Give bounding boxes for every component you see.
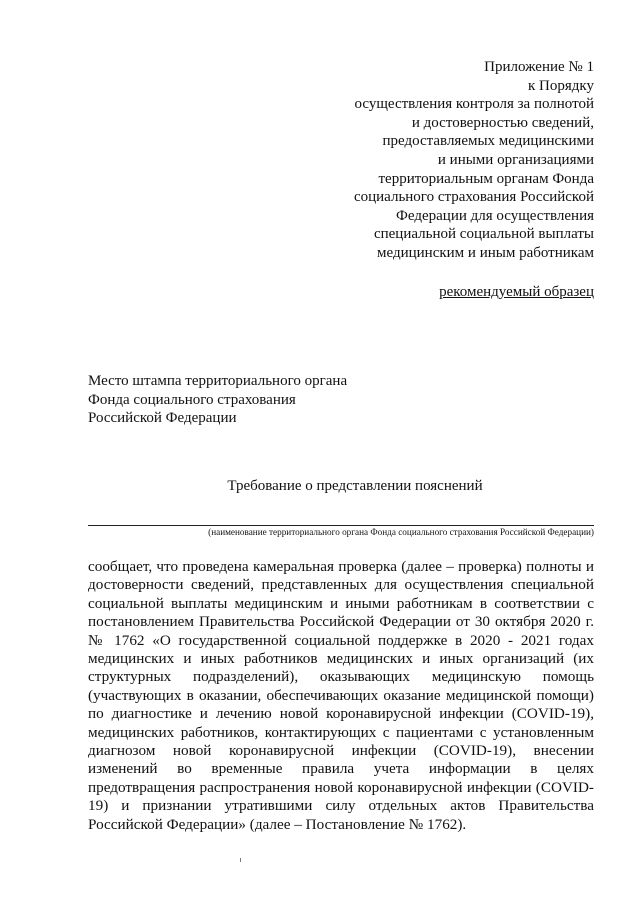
stamp-placeholder (88, 372, 347, 428)
annex-line: и иными организациями (437, 151, 594, 168)
annex-line: территориальным органам Фонда (378, 170, 594, 187)
stamp-line: Фонда социального страхования (88, 391, 296, 408)
annex-line: к Порядку (528, 77, 594, 94)
annex-line: и достоверностью сведений, (411, 114, 594, 131)
annex-line: медицинским и иным работникам (377, 244, 594, 261)
annex-line: предоставляемых медицинскими (382, 133, 594, 150)
recommended-sample-label: рекомендуемый образец (439, 284, 594, 300)
annex-header (354, 58, 594, 263)
annex-line: осуществления контроля за полнотой (354, 96, 594, 113)
annex-line: социального страхования Российской (353, 189, 594, 206)
fill-in-caption: (наименование территориального органа Фонда социального страхования Российской Федерации) (208, 527, 594, 537)
document-title: Требование о представлении пояснений (227, 478, 483, 494)
annex-line: Федерации для осуществления (396, 207, 594, 224)
fill-in-line (88, 525, 594, 526)
scan-mark (240, 858, 241, 862)
annex-line: специальной социальной выплаты (373, 226, 594, 243)
annex-line: Приложение № 1 (484, 59, 594, 75)
stamp-line: Место штампа территориального органа (88, 373, 348, 389)
stamp-line: Российской Федерации (88, 410, 237, 427)
body-paragraph: сообщает, что проведена камеральная проверка (далее – проверка) полноты и достоверности сведений, представленных для осуществления специальной социальной выплаты медицинским и иными работникам в соответствии с постановлением Правительства Российской Федерации от 30 октября 2020 г. № 1762 «О государственной социальной поддержке в 2020 - 2021 годах медицинских и иных работников медицинских и иных организаций (их структурных подразделений), оказывающих медицинскую помощь (участвующих в оказании, обеспечивающих оказание медицинской помощи) по диагностике и лечению новой коронавирусной инфекции (COVID-19), медицинских работников, контактирующих с пациентами с установленным диагнозом новой коронавирусной инфекции (COVID-19), внесении изменений во временные правила учета информации в целях предотвращения распространения новой коронавирусной инфекции (COVID-19) и признании утратившими силу отдельных актов Правительства Российской Федерации» (далее – Постановление № 1762). (88, 558, 594, 833)
